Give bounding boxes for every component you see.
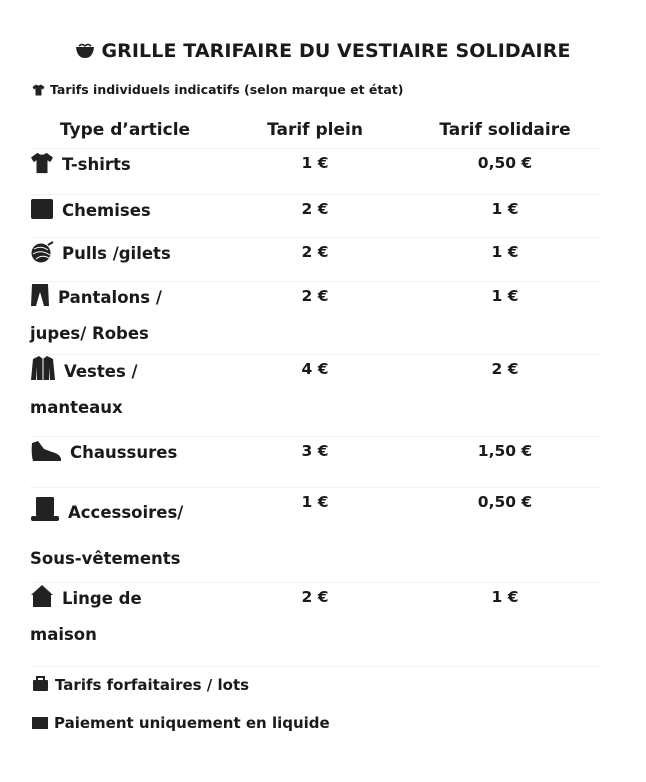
- tarif-plein-cell: 2 €: [220, 195, 410, 238]
- item-cell: [30, 195, 220, 238]
- tarif-solidaire-cell: 1 €: [410, 282, 600, 355]
- subtitle-text: Tarifs individuels indicatifs (selon marque et état): [50, 82, 404, 97]
- price-table: [30, 112, 600, 667]
- header-type: Type d’article: [30, 112, 220, 149]
- table-row: [30, 238, 600, 282]
- item-cell: [30, 282, 220, 355]
- item-label: Pantalons /: [58, 288, 162, 307]
- item-cell: [30, 238, 220, 282]
- tshirt-icon: [32, 84, 45, 99]
- tarif-solidaire-cell: 1 €: [410, 238, 600, 282]
- item-cell: [30, 149, 220, 195]
- item-cell: [30, 583, 220, 667]
- footer-paiement-text: Paiement uniquement en liquide: [54, 714, 330, 732]
- page-title: [0, 40, 646, 64]
- trousers-icon: [30, 283, 50, 318]
- tarif-solidaire-cell: 1 €: [410, 195, 600, 238]
- item-label: Accessoires/: [68, 503, 184, 522]
- table-row: [30, 488, 600, 583]
- table-row: [30, 282, 600, 355]
- yarn-ball-icon: [30, 241, 54, 274]
- tarif-plein-cell: 3 €: [220, 437, 410, 488]
- tarif-solidaire-cell: 1,50 €: [410, 437, 600, 488]
- table-row: [30, 437, 600, 488]
- briefcase-icon: [32, 676, 49, 696]
- item-label-line2: jupes/ Robes: [30, 324, 149, 343]
- tarif-plein-cell: 1 €: [220, 488, 410, 583]
- header-tarif-solidaire: Tarif solidaire: [410, 112, 600, 149]
- bowl-icon: [75, 42, 95, 64]
- subtitle: [32, 82, 403, 99]
- item-label-line2: manteaux: [30, 398, 123, 417]
- table-header-row: [30, 112, 600, 149]
- square-icon: [32, 716, 48, 734]
- item-cell: [30, 355, 220, 437]
- item-label-line2: Sous-vêtements: [30, 549, 181, 568]
- item-label: T-shirts: [62, 155, 131, 174]
- tarif-solidaire-cell: 2 €: [410, 355, 600, 437]
- tarif-plein-cell: 1 €: [220, 149, 410, 195]
- item-label-line2: maison: [30, 625, 97, 644]
- table-row: [30, 583, 600, 667]
- shoe-icon: [30, 440, 62, 473]
- table-row: [30, 149, 600, 195]
- tarif-solidaire-cell: 0,50 €: [410, 488, 600, 583]
- title-text: GRILLE TARIFAIRE DU VESTIAIRE SOLIDAIRE: [101, 40, 571, 62]
- tarif-solidaire-cell: 0,50 €: [410, 149, 600, 195]
- tarif-plein-cell: 2 €: [220, 282, 410, 355]
- table-row: [30, 355, 600, 437]
- jacket-icon: [30, 355, 56, 392]
- footer-forfait: [32, 676, 249, 696]
- footer-paiement: [32, 714, 330, 734]
- header-tarif-plein: Tarif plein: [220, 112, 410, 149]
- shirt-icon: [30, 198, 54, 231]
- item-cell: [30, 488, 220, 583]
- item-label: Vestes /: [64, 362, 138, 381]
- tarif-plein-cell: 2 €: [220, 583, 410, 667]
- tarif-plein-cell: 4 €: [220, 355, 410, 437]
- footer-forfait-text: Tarifs forfaitaires / lots: [55, 676, 250, 694]
- item-label: Pulls /gilets: [62, 244, 171, 263]
- top-hat-icon: [30, 496, 60, 533]
- tshirt-icon: [30, 152, 54, 185]
- item-label: Linge de: [62, 589, 142, 608]
- item-cell: [30, 437, 220, 488]
- tarif-plein-cell: 2 €: [220, 238, 410, 282]
- item-label: Chemises: [62, 201, 151, 220]
- house-icon: [30, 584, 54, 619]
- table-row: [30, 195, 600, 238]
- item-label: Chaussures: [70, 443, 178, 462]
- tarif-solidaire-cell: 1 €: [410, 583, 600, 667]
